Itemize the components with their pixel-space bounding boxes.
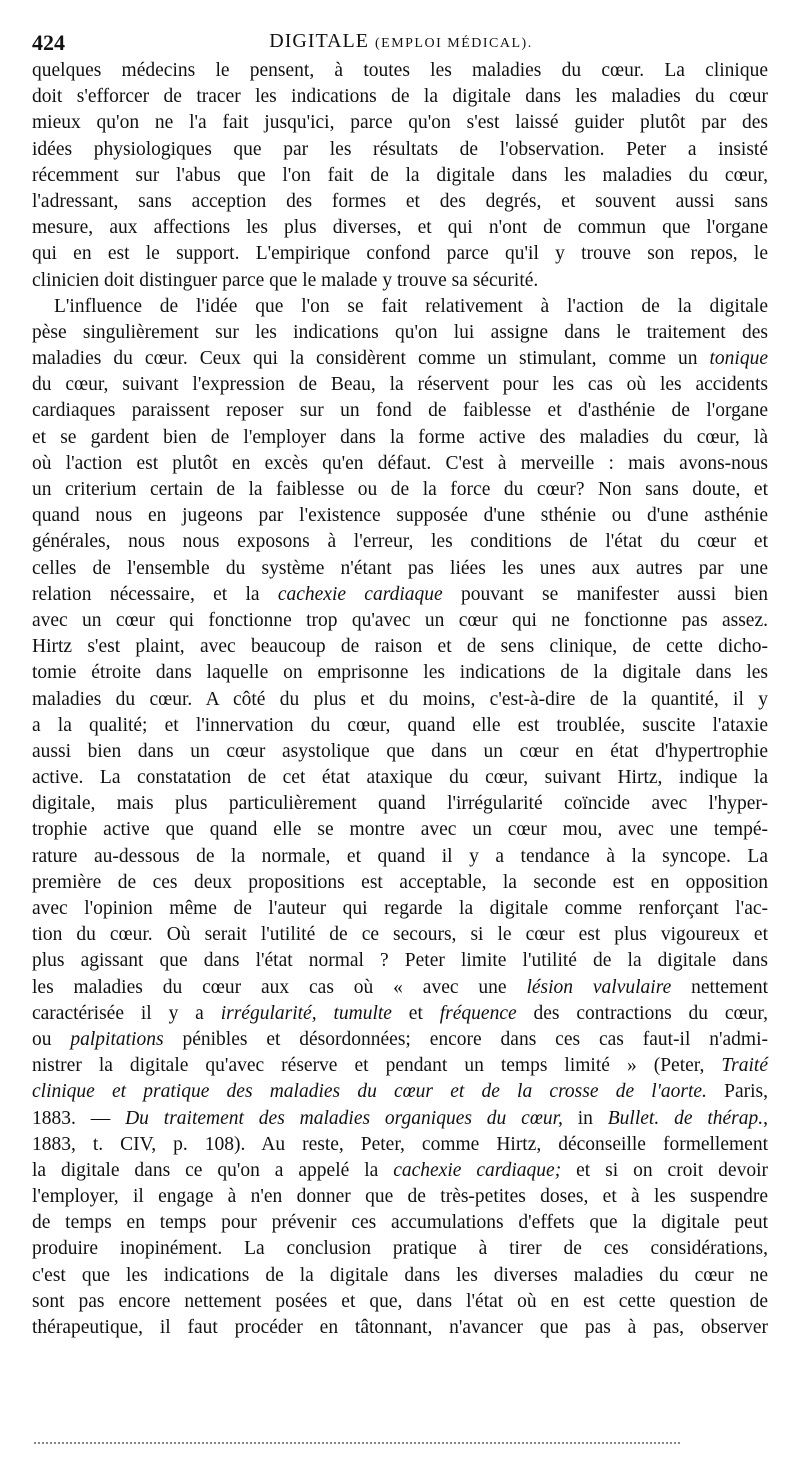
text-span: générales, nous nous exposons à l'erreur, les conditions de l'état du cœur et bbox=[32, 531, 768, 553]
running-title-sub: (EMPLOI MÉDICAL). bbox=[374, 36, 533, 51]
text-line bbox=[32, 84, 768, 110]
text-line bbox=[32, 844, 768, 870]
text-span: celles de l'ensemble du système n'étant pas liées les unes aux autres par une bbox=[32, 557, 768, 579]
running-title-main: DIGITALE bbox=[269, 30, 369, 52]
text-span: qui en est le support. L'empirique confond parce qu'il y trouve son repos, le bbox=[32, 243, 768, 265]
text-span: maladies du cœur. A côté du plus et du moins, c'est-à-dire de la quantité, il y bbox=[32, 688, 768, 710]
text-span: in bbox=[562, 1107, 608, 1129]
text-span: , bbox=[763, 1107, 768, 1129]
text-span: avec un cœur qui fonctionne trop qu'avec un cœur qui ne fonctionne pas assez. bbox=[32, 609, 768, 631]
text-line bbox=[32, 765, 768, 791]
italic-span: fréquence bbox=[439, 1002, 517, 1024]
text-span: a la qualité; et l'innervation du cœur, quand elle est troublée, suscite l'ataxie bbox=[32, 714, 768, 736]
text-line bbox=[32, 1263, 768, 1289]
text-span: l'adressant, sans acception des formes et des degrés, et souvent aussi sans bbox=[32, 190, 768, 212]
text-span: aussi bien dans un cœur asystolique que dans un cœur en état d'hypertrophie bbox=[32, 740, 768, 762]
text-line bbox=[32, 1001, 768, 1027]
text-span: tion du cœur. Où serait l'utilité de ce secours, si le cœur est plus vigoureux et bbox=[32, 924, 768, 946]
text-span: tomie étroite dans laquelle on emprisonne les indications de la digitale dans les bbox=[32, 662, 768, 684]
text-line bbox=[32, 582, 768, 608]
text-span: 1883. — bbox=[32, 1107, 126, 1129]
text-span: du cœur, suivant l'expression de Beau, la réservent pour les cas où les accidents bbox=[32, 374, 768, 396]
text-span: et se gardent bien de l'employer dans la forme active des maladies du cœur, là bbox=[32, 426, 768, 448]
text-span: les maladies du cœur aux cas où « avec une bbox=[32, 976, 527, 998]
text-line bbox=[32, 1027, 768, 1053]
text-line bbox=[32, 163, 768, 189]
text-span: c'est que les indications de la digitale dans les diverses maladies du cœur ne bbox=[32, 1264, 768, 1286]
text-line bbox=[32, 608, 768, 634]
text-line bbox=[32, 713, 768, 739]
text-span: caractérisée il y a bbox=[32, 1002, 221, 1024]
italic-span: clinique et pratique des maladies du cœur et de la crosse de l'aorte. bbox=[32, 1081, 707, 1103]
text-span: thérapeutique, il faut procéder en tâtonnant, n'avancer que pas à pas, observer bbox=[32, 1317, 768, 1338]
text-line bbox=[32, 189, 768, 215]
text-line bbox=[32, 268, 768, 294]
italic-span: Du traitement des maladies organiques du cœur, bbox=[125, 1107, 563, 1129]
text-span: clinicien doit distinguer parce que le malade y trouve sa sécurité. bbox=[32, 269, 539, 291]
text-span: pouvant se manifester aussi bien bbox=[442, 583, 768, 605]
text-line bbox=[32, 137, 768, 163]
text-span: pèse singulièrement sur les indications qu'on lui assigne dans le traitement des bbox=[32, 321, 768, 343]
text-line bbox=[32, 425, 768, 451]
text-line bbox=[32, 1132, 768, 1158]
text-line bbox=[32, 1210, 768, 1236]
text-span: première de ces deux propositions est acceptable, la seconde est en opposition bbox=[32, 871, 768, 893]
text-line bbox=[32, 346, 768, 372]
text-line bbox=[32, 922, 768, 948]
text-span: mesure, aux affections les plus diverses, et qui n'ont de commun que l'organe bbox=[32, 217, 768, 239]
text-span: récemment sur l'abus que l'on fait de la digitale dans les maladies du cœur, bbox=[32, 164, 768, 186]
text-line bbox=[32, 1053, 768, 1079]
text-span: la digitale dans ce qu'on a appelé la bbox=[32, 1159, 394, 1181]
text-span: relation nécessaire, et la bbox=[32, 583, 278, 605]
text-line bbox=[32, 241, 768, 267]
text-line bbox=[32, 451, 768, 477]
italic-span: Traité bbox=[721, 1055, 768, 1077]
italic-span: palpitations bbox=[70, 1028, 164, 1050]
text-span: pénibles et désordonnées; encore dans ces cas faut-il n'admi- bbox=[163, 1028, 768, 1050]
text-line bbox=[32, 1184, 768, 1210]
text-line bbox=[32, 372, 768, 398]
text-line bbox=[32, 1079, 768, 1105]
text-span: avec l'opinion même de l'auteur qui regarde la digitale comme renforçant l'ac- bbox=[32, 898, 768, 919]
text-line bbox=[32, 687, 768, 713]
text-line bbox=[32, 294, 768, 320]
text-line bbox=[32, 398, 768, 424]
text-line bbox=[32, 1315, 768, 1341]
text-line bbox=[32, 110, 768, 136]
page-number: 424 bbox=[32, 30, 65, 55]
text-line bbox=[32, 1236, 768, 1262]
body-text bbox=[32, 58, 768, 1341]
text-span: 1883, t. CIV, p. 108). Au reste, Peter, comme Hirtz, déconseille formellement bbox=[32, 1133, 768, 1155]
text-line bbox=[32, 948, 768, 974]
text-span: Hirtz s'est plaint, avec beaucoup de raison et de sens clinique, de cette dicho- bbox=[32, 636, 768, 658]
text-line bbox=[32, 660, 768, 686]
text-span: et bbox=[391, 1002, 440, 1024]
text-line bbox=[32, 529, 768, 555]
text-line bbox=[32, 634, 768, 660]
text-span: idées physiologiques que par les résultats de l'observation. Peter a insisté bbox=[32, 138, 768, 160]
text-span: rature au-dessous de la normale, et quand il y a tendance à la syncope. La bbox=[32, 845, 768, 867]
text-line bbox=[32, 58, 768, 84]
text-line bbox=[32, 739, 768, 765]
running-head bbox=[32, 30, 770, 60]
text-span: digitale, mais plus particulièrement quand l'irrégularité coïncide avec l'hyper- bbox=[32, 793, 768, 815]
text-line bbox=[32, 870, 768, 896]
text-span: mieux qu'on ne l'a fait jusqu'ici, parce qu'on s'est laissé guider plutôt par des bbox=[32, 112, 768, 134]
text-line bbox=[32, 1289, 768, 1315]
text-span: quand nous en jugeons par l'existence supposée d'une sthénie ou d'une asthénie bbox=[32, 505, 768, 527]
bottom-dotted-rule bbox=[34, 1442, 680, 1444]
text-span: des contractions du cœur, bbox=[516, 1002, 768, 1024]
text-span: nistrer la digitale qu'avec réserve et pendant un temps limité » (Peter, bbox=[32, 1055, 722, 1077]
text-line bbox=[32, 1106, 768, 1132]
text-span: l'employer, il engage à n'en donner que de très-petites doses, et à les suspendre bbox=[32, 1186, 768, 1208]
italic-span: irrégularité, tumulte bbox=[220, 1002, 392, 1024]
italic-span: lésion valvulaire bbox=[526, 976, 672, 998]
italic-span: Bullet. de thérap. bbox=[607, 1107, 764, 1129]
italic-span: cachexie cardiaque bbox=[277, 583, 443, 605]
text-line bbox=[32, 975, 768, 1001]
text-line bbox=[32, 215, 768, 241]
text-span: Paris, bbox=[706, 1081, 769, 1103]
text-line bbox=[32, 503, 768, 529]
text-span: produire inopinément. La conclusion pratique à tirer de ces considérations, bbox=[32, 1238, 768, 1260]
text-span: où l'action est plutôt en excès qu'en défaut. C'est à merveille : mais avons-nous bbox=[32, 452, 768, 474]
text-span: cardiaques paraissent reposer sur un fond de faiblesse et d'asthénie de l'organe bbox=[32, 400, 768, 422]
text-line bbox=[32, 320, 768, 346]
text-span: active. La constatation de cet état ataxique du cœur, suivant Hirtz, indique la bbox=[32, 767, 768, 789]
text-span: sont pas encore nettement posées et que, dans l'état où en est cette question de bbox=[32, 1290, 768, 1312]
italic-span: tonique bbox=[709, 348, 768, 370]
text-line bbox=[32, 791, 768, 817]
text-span: quelques médecins le pensent, à toutes les maladies du cœur. La clinique bbox=[32, 60, 768, 81]
text-span: un criterium certain de la faiblesse ou de la force du cœur? Non sans doute, et bbox=[32, 479, 768, 500]
italic-span: cachexie cardiaque; bbox=[393, 1159, 562, 1181]
text-span: ou bbox=[32, 1028, 71, 1050]
text-line bbox=[32, 817, 768, 843]
text-span: L'influence de l'idée que l'on se fait relativement à l'action de la digitale bbox=[54, 295, 768, 317]
text-span: plus agissant que dans l'état normal ? Peter limite l'utilité de la digitale dans bbox=[32, 950, 768, 972]
text-span: nettement bbox=[671, 976, 769, 998]
text-span: maladies du cœur. Ceux qui la considèrent comme un stimulant, comme un bbox=[32, 348, 710, 370]
text-line bbox=[32, 477, 768, 503]
text-span: et si on croit devoir bbox=[561, 1159, 768, 1181]
text-line bbox=[32, 1158, 768, 1184]
text-span: trophie active que quand elle se montre avec un cœur mou, avec une tempé- bbox=[32, 819, 768, 841]
text-line bbox=[32, 896, 768, 922]
text-span: doit s'efforcer de tracer les indications de la digitale dans les maladies du cœur bbox=[32, 86, 768, 108]
running-title bbox=[32, 30, 770, 53]
text-span: de temps en temps pour prévenir ces accumulations d'effets que la digitale peut bbox=[32, 1212, 768, 1234]
text-line bbox=[32, 556, 768, 582]
